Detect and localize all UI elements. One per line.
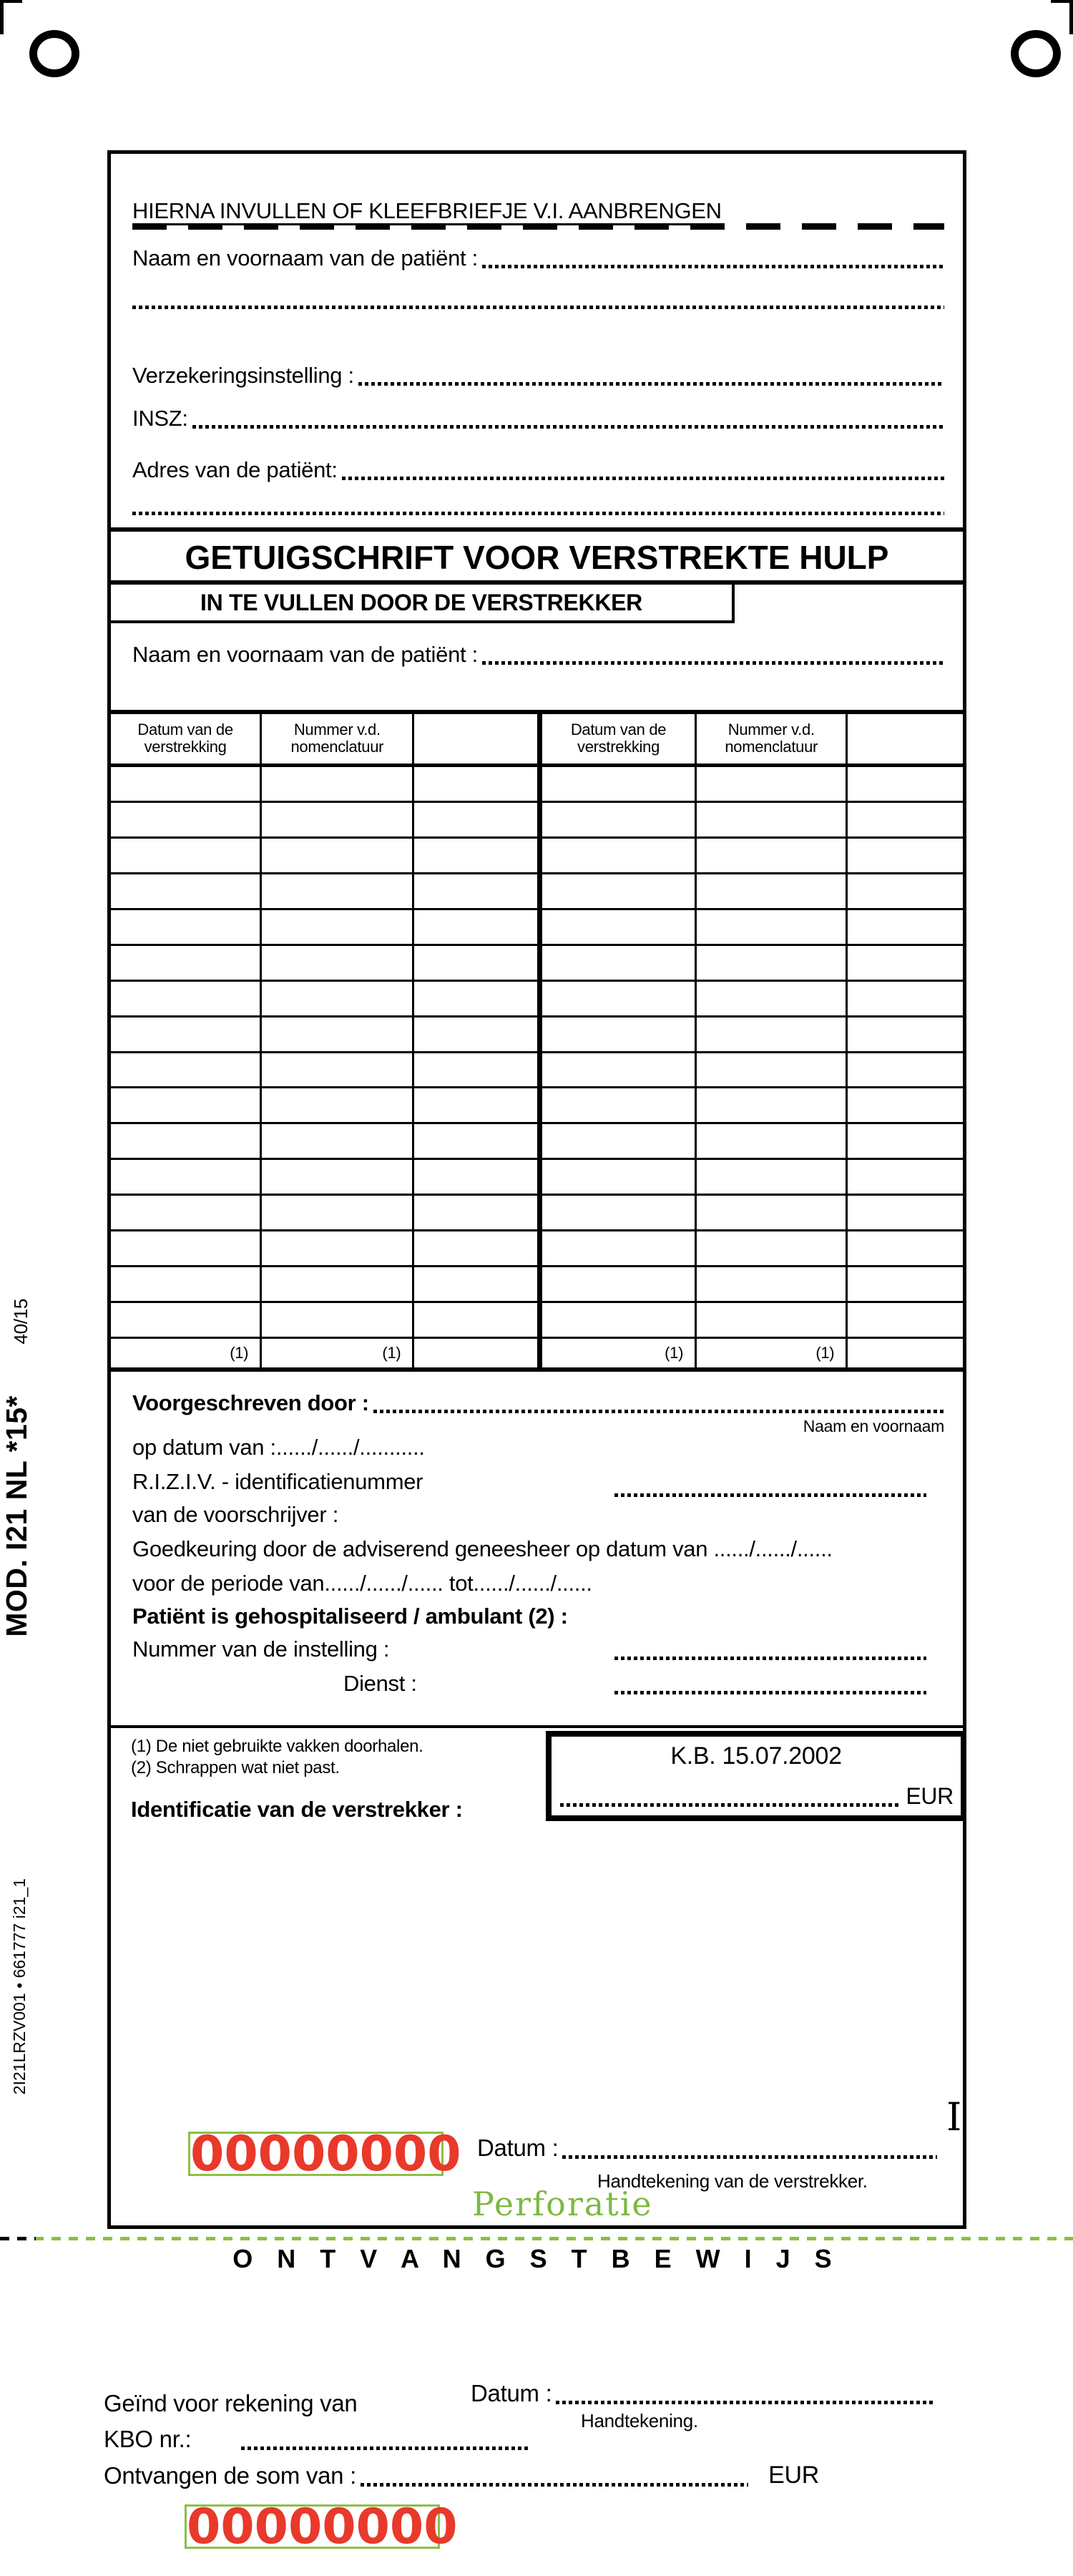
side-label-ratio: 40/15 (10, 1299, 31, 1345)
table-cell-empty[interactable] (848, 910, 963, 946)
table-cell-empty[interactable] (542, 1160, 697, 1196)
table-cell-empty[interactable] (414, 1196, 542, 1231)
table-cell-empty[interactable] (262, 946, 414, 982)
col-header-blank (414, 714, 542, 767)
table-cell-empty[interactable] (542, 1053, 697, 1089)
amount-row (560, 1783, 954, 1810)
table-cell-empty[interactable] (262, 1303, 414, 1339)
table-cell-empty[interactable] (848, 1124, 963, 1160)
address-input-line2[interactable] (132, 512, 944, 515)
table-cell-empty[interactable] (848, 982, 963, 1018)
table-cell-empty[interactable] (262, 803, 414, 839)
provider-patient-name-label: Naam en voornaam van de patiënt : (132, 642, 478, 667)
kbo-row (104, 2426, 529, 2453)
kbo-input-line[interactable] (241, 2446, 529, 2450)
table-cell-empty[interactable] (111, 1267, 262, 1303)
table-cell-empty[interactable] (542, 874, 697, 910)
table-cell-empty[interactable] (697, 1196, 848, 1231)
table-cell-empty[interactable] (542, 1124, 697, 1160)
table-cell-empty[interactable] (848, 1231, 963, 1267)
table-cell-empty[interactable] (542, 1088, 697, 1124)
table-cell-empty[interactable] (414, 767, 542, 803)
prescribed-by-input-line[interactable] (373, 1410, 944, 1413)
address-field-row (132, 457, 944, 483)
receipt-date-row (471, 2380, 934, 2407)
receipt-currency-label: EUR (768, 2462, 819, 2489)
table-cell-empty[interactable] (697, 1160, 848, 1196)
provider-date-label: Datum : (477, 2135, 559, 2161)
riziv-number-input-line[interactable] (614, 1493, 926, 1497)
service-input-line[interactable] (614, 1691, 926, 1694)
fill-in-by-provider-box: IN TE VULLEN DOOR DE VERSTREKKER (111, 585, 735, 623)
hospitalized-label: Patiënt is gehospitaliseerd / ambulant (2) : (132, 1604, 568, 1629)
table-cell-empty[interactable] (848, 874, 963, 910)
table-cell-empty[interactable] (111, 767, 262, 803)
footnote-1: (1) De niet gebruikte vakken doorhalen. (131, 1737, 423, 1756)
table-cell-empty[interactable] (697, 1231, 848, 1267)
patient-name-input-line2[interactable] (132, 306, 944, 309)
table-cell-empty[interactable] (111, 874, 262, 910)
table-cell-empty[interactable] (697, 1053, 848, 1089)
insz-input-line[interactable] (192, 425, 944, 429)
provider-identification-label: Identificatie van de verstrekker : (131, 1797, 463, 1822)
table-cell-empty[interactable] (542, 1018, 697, 1053)
provider-patient-name-input-line[interactable] (482, 661, 944, 665)
table-cell-empty[interactable] (111, 1231, 262, 1267)
table-cell-empty[interactable] (848, 1196, 963, 1231)
table-cell-empty[interactable] (848, 1160, 963, 1196)
table-cell-empty[interactable] (697, 982, 848, 1018)
institution-number-input-line[interactable] (614, 1657, 926, 1660)
table-cell-empty[interactable] (542, 1196, 697, 1231)
receipt-date-input-line[interactable] (556, 2401, 934, 2404)
table-cell-empty[interactable] (414, 1018, 542, 1053)
table-footer-cell (414, 1339, 542, 1367)
punch-hole-left (29, 30, 79, 77)
punch-hole-right (1011, 30, 1061, 77)
riziv-number-label-line2: van de voorschrijver : (132, 1502, 339, 1527)
insurer-input-line[interactable] (358, 382, 944, 386)
table-footer-cell: (1) (111, 1339, 262, 1367)
main-form-box (107, 150, 966, 2229)
table-cell-empty[interactable] (848, 946, 963, 982)
table-cell-empty[interactable] (111, 1160, 262, 1196)
table-footer-cell (848, 1339, 963, 1367)
table-cell-empty[interactable] (414, 1124, 542, 1160)
table-cell-empty[interactable] (542, 946, 697, 982)
section-divider (111, 1725, 963, 1728)
table-cell-empty[interactable] (697, 1303, 848, 1339)
table-cell-empty[interactable] (697, 767, 848, 803)
services-table (111, 710, 963, 1372)
table-cell-empty[interactable] (111, 1196, 262, 1231)
table-cell-empty[interactable] (414, 1160, 542, 1196)
table-cell-empty[interactable] (414, 982, 542, 1018)
table-cell-empty[interactable] (414, 946, 542, 982)
table-cell-empty[interactable] (848, 1088, 963, 1124)
table-cell-empty[interactable] (414, 1053, 542, 1089)
address-label: Adres van de patiënt: (132, 457, 338, 482)
table-cell-empty[interactable] (414, 1231, 542, 1267)
receipt-date-label: Datum : (471, 2380, 552, 2406)
insurer-label: Verzekeringsinstelling : (132, 363, 354, 388)
table-cell-empty[interactable] (848, 1303, 963, 1339)
prescribed-by-row (132, 1390, 944, 1416)
table-cell-empty[interactable] (262, 1124, 414, 1160)
table-cell-empty[interactable] (542, 910, 697, 946)
approval-label: Goedkeuring door de adviserend geneesheer op datum van ....../....../...... (132, 1536, 833, 1561)
copy-mark: I (946, 2094, 962, 2140)
period-label: voor de periode van....../....../...... tot....../....../...... (132, 1571, 592, 1596)
table-cell-empty[interactable] (262, 982, 414, 1018)
table-cell-empty[interactable] (848, 1267, 963, 1303)
table-cell-empty[interactable] (262, 767, 414, 803)
amount-received-row (104, 2462, 819, 2489)
col-header-blank (848, 714, 963, 767)
table-cell-empty[interactable] (414, 910, 542, 946)
table-cell-empty[interactable] (111, 803, 262, 839)
royal-decree-label: K.B. 15.07.2002 (670, 1742, 842, 1770)
certificate-title: GETUIGSCHRIFT VOOR VERSTREKTE HULP (185, 539, 889, 576)
institution-number-label: Nummer van de instelling : (132, 1636, 390, 1662)
sticker-zone-dashed-line (132, 223, 944, 230)
amount-input-line[interactable] (560, 1803, 898, 1807)
table-cell-empty[interactable] (262, 910, 414, 946)
currency-label: EUR (906, 1783, 954, 1809)
table-cell-empty[interactable] (848, 839, 963, 874)
provider-signature-hint: Handtekening van de verstrekker. (597, 2170, 868, 2192)
table-cell-empty[interactable] (697, 1088, 848, 1124)
table-cell-empty[interactable] (848, 1018, 963, 1053)
address-input-line[interactable] (342, 477, 944, 480)
col-header-date: Datum van de verstrekking (111, 714, 262, 767)
table-cell-empty[interactable] (414, 839, 542, 874)
col-header-nomenclature: Nummer v.d. nomenclatuur (262, 714, 414, 767)
insz-label: INSZ: (132, 406, 188, 431)
provider-date-input-line[interactable] (562, 2155, 937, 2159)
table-cell-empty[interactable] (697, 946, 848, 982)
table-cell-empty[interactable] (262, 1231, 414, 1267)
table-cell-empty[interactable] (262, 1196, 414, 1231)
collected-for-label: Geïnd voor rekening van (104, 2390, 358, 2416)
table-cell-empty[interactable] (414, 1303, 542, 1339)
table-cell-empty[interactable] (111, 839, 262, 874)
perforation-label: Perforatie (472, 2185, 653, 2223)
table-cell-empty[interactable] (697, 874, 848, 910)
receipt-title: O N T V A N G S T B E W I J S (232, 2244, 841, 2273)
receipt-number-zeros: 00000000 (185, 2504, 440, 2549)
table-cell-empty[interactable] (542, 1231, 697, 1267)
service-label: Dienst : (343, 1671, 417, 1696)
table-cell-empty[interactable] (848, 803, 963, 839)
sticker-zone-title: HIERNA INVULLEN OF KLEEFBRIEFJE V.I. AANBRENGEN (132, 198, 722, 223)
table-cell-empty[interactable] (697, 1018, 848, 1053)
table-cell-empty[interactable] (697, 839, 848, 874)
table-cell-empty[interactable] (542, 1267, 697, 1303)
table-cell-empty[interactable] (111, 1053, 262, 1089)
table-footer-cell: (1) (262, 1339, 414, 1367)
perforation-dashed-line-start (0, 2237, 36, 2240)
crop-mark-top-right (1051, 0, 1073, 34)
table-cell-empty[interactable] (262, 839, 414, 874)
table-cell-empty[interactable] (414, 874, 542, 910)
side-label-print-code: 2I21LRZV001 • 661777 i21_1 (10, 1878, 29, 2095)
table-cell-empty[interactable] (414, 1088, 542, 1124)
table-cell-empty[interactable] (111, 982, 262, 1018)
table-cell-empty[interactable] (262, 1018, 414, 1053)
table-cell-empty[interactable] (697, 1124, 848, 1160)
table-cell-empty[interactable] (542, 803, 697, 839)
table-cell-empty[interactable] (111, 1124, 262, 1160)
insurer-field-row (132, 363, 944, 389)
table-cell-empty[interactable] (848, 767, 963, 803)
patient-name-input-line[interactable] (482, 265, 944, 268)
side-label-model-number: MOD. I21 NL *15* (0, 1395, 33, 1637)
table-cell-empty[interactable] (848, 1053, 963, 1089)
prescribed-by-label: Voorgeschreven door : (132, 1390, 369, 1415)
name-hint: Naam en voornaam (803, 1417, 944, 1435)
footnote-2: (2) Schrappen wat niet past. (131, 1758, 340, 1777)
provider-date-row (477, 2135, 937, 2162)
table-cell-empty[interactable] (262, 1267, 414, 1303)
riziv-number-label-line1: R.I.Z.I.V. - identificatienummer (132, 1469, 423, 1494)
table-cell-empty[interactable] (111, 946, 262, 982)
table-footer-cell: (1) (542, 1339, 697, 1367)
table-cell-empty[interactable] (542, 982, 697, 1018)
receipt-signature-hint: Handtekening. (581, 2410, 698, 2431)
amount-received-input-line[interactable] (361, 2483, 748, 2487)
table-cell-empty[interactable] (542, 1303, 697, 1339)
amount-received-label: Ontvangen de som van : (104, 2462, 356, 2489)
perforation-dashed-line (0, 2237, 1073, 2240)
table-cell-empty[interactable] (697, 803, 848, 839)
provider-patient-name-row (132, 642, 944, 668)
table-cell-empty[interactable] (111, 1303, 262, 1339)
kbo-label: KBO nr.: (104, 2426, 192, 2452)
table-cell-empty[interactable] (414, 803, 542, 839)
table-cell-empty[interactable] (697, 1267, 848, 1303)
col-header-nomenclature: Nummer v.d. nomenclatuur (697, 714, 848, 767)
prescription-date-label: op datum van :....../....../........... (132, 1435, 425, 1460)
table-cell-empty[interactable] (262, 1088, 414, 1124)
table-cell-empty[interactable] (542, 767, 697, 803)
patient-name-field-row (132, 245, 944, 271)
table-cell-empty[interactable] (262, 1053, 414, 1089)
provider-number-zeros: 00000000 (188, 2132, 444, 2176)
royal-decree-amount-box (546, 1731, 966, 1821)
table-footer-cell: (1) (697, 1339, 848, 1367)
table-cell-empty[interactable] (262, 1160, 414, 1196)
table-cell-empty[interactable] (697, 910, 848, 946)
col-header-date: Datum van de verstrekking (542, 714, 697, 767)
table-cell-empty[interactable] (111, 1088, 262, 1124)
insz-field-row (132, 406, 944, 431)
table-cell-empty[interactable] (111, 910, 262, 946)
table-cell-empty[interactable] (542, 839, 697, 874)
patient-name-label: Naam en voornaam van de patiënt : (132, 245, 478, 270)
section-divider (111, 527, 963, 532)
table-cell-empty[interactable] (262, 874, 414, 910)
table-cell-empty[interactable] (414, 1267, 542, 1303)
table-cell-empty[interactable] (111, 1018, 262, 1053)
crop-mark-top-left (0, 0, 22, 34)
